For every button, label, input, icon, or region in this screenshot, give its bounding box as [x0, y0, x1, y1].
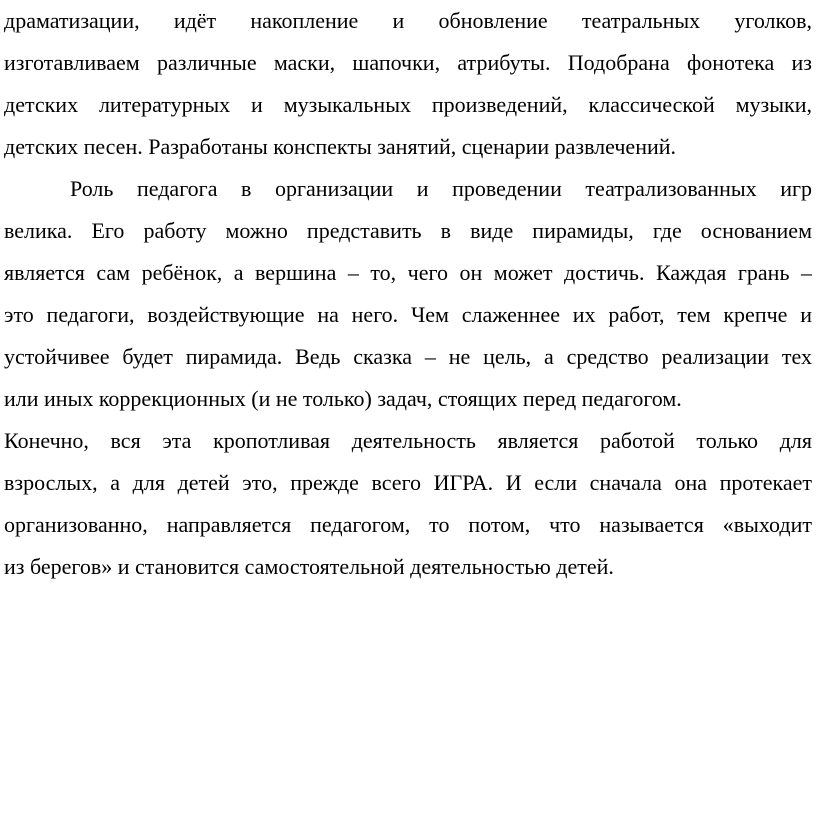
text-line: Роль педагога в организации и проведении театрализованных игр — [70, 176, 812, 201]
text-line: детских литературных и музыкальных произведений, классической музыки, — [4, 92, 812, 117]
text-line: детских песен. Разработаны конспекты занятий, сценарии развлечений. — [4, 134, 677, 159]
text-line: взрослых, а для детей это, прежде всего ИГРА. И если сначала она протекает — [4, 470, 812, 495]
body-text — [4, 0, 812, 588]
text-line: драматизации, идёт накопление и обновление театральных уголков, — [4, 8, 812, 33]
text-line: является сам ребёнок, а вершина – то, чего он может достичь. Каждая грань – — [4, 260, 812, 285]
text-line: велика. Его работу можно представить в виде пирамиды, где основанием — [4, 218, 812, 243]
text-line: или иных коррекционных (и не только) задач, стоящих перед педагогом. — [4, 386, 682, 411]
text-line: устойчивее будет пирамида. Ведь сказка – не цель, а средство реализации тех — [4, 344, 812, 369]
text-line: из берегов» и становится самостоятельной деятельностью детей. — [4, 554, 614, 579]
text-line: изготавливаем различные маски, шапочки, атрибуты. Подобрана фонотека из — [4, 50, 812, 75]
text-line: Конечно, вся эта кропотливая деятельность является работой только для — [4, 428, 812, 453]
text-line: это педагоги, воздействующие на него. Чем слаженнее их работ, тем крепче и — [4, 302, 812, 327]
text-line: организованно, направляется педагогом, то потом, что называется «выходит — [4, 512, 812, 537]
